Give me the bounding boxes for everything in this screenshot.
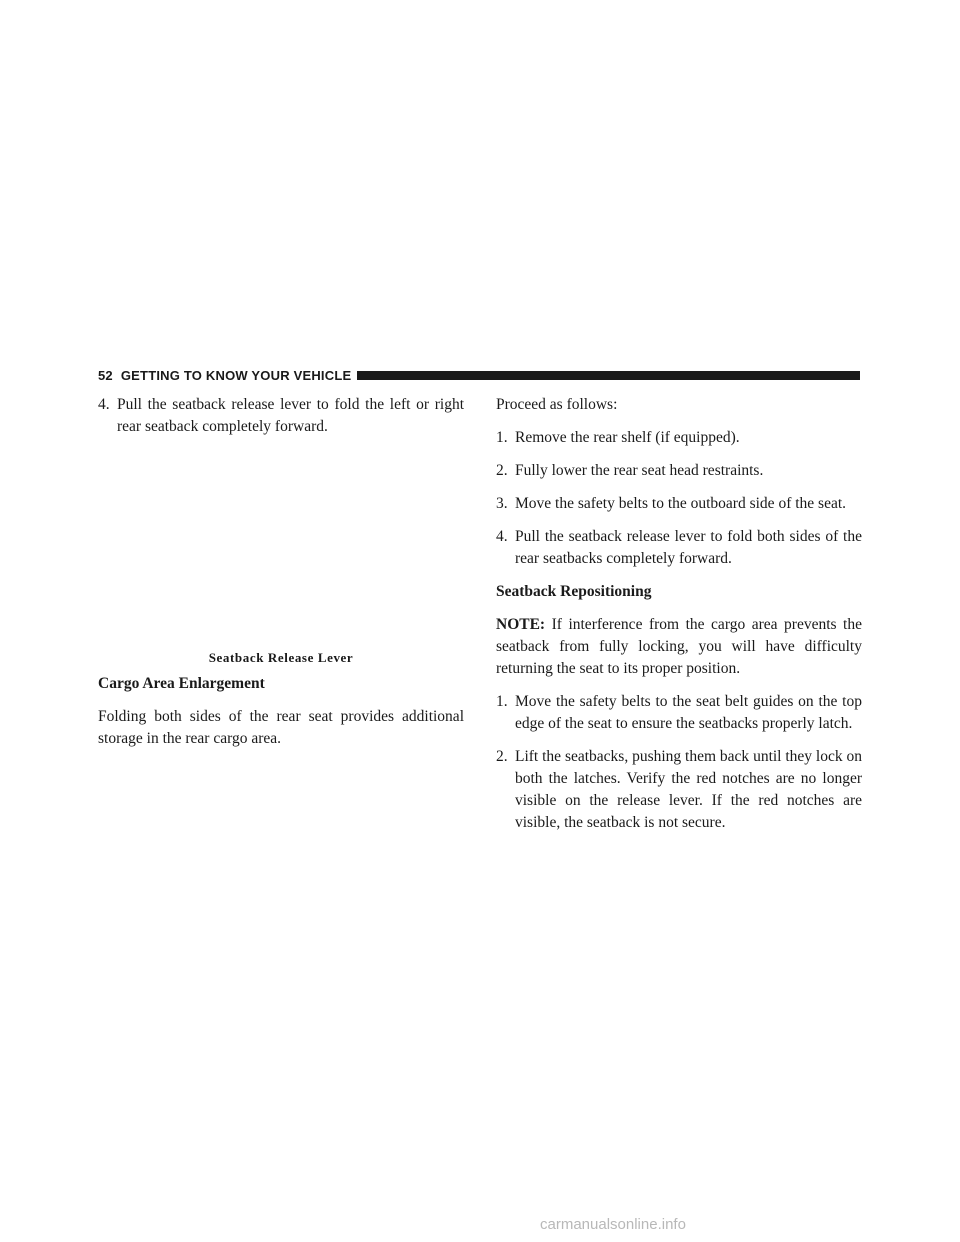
step-number: 3. (496, 495, 508, 512)
page-header (98, 366, 860, 384)
step-number: 2. (496, 462, 508, 479)
header-rule (357, 371, 860, 380)
right-step-1 (496, 427, 862, 449)
page-number: 52 (98, 367, 113, 383)
footer-watermark[interactable]: carmanualsonline.info (540, 1216, 686, 1233)
right-column (496, 394, 862, 845)
step-text: Move the safety belts to the seat belt guides on the top edge of the seat to ensure the seatbacks properly latch. (515, 693, 862, 732)
note-paragraph (496, 614, 862, 680)
step-text: Fully lower the rear seat head restraints. (515, 462, 764, 479)
intro-text: Proceed as follows: (496, 396, 618, 413)
step-text: Remove the rear shelf (if equipped). (515, 429, 740, 446)
step-text: Pull the seatback release lever to fold both sides of the rear seatbacks completely forward. (515, 528, 862, 567)
repositioning-heading: Seatback Repositioning (496, 583, 652, 600)
left-column (98, 394, 464, 761)
step-number: 1. (496, 693, 508, 710)
right-step-2 (496, 460, 862, 482)
cargo-heading: Cargo Area Enlargement (98, 675, 265, 692)
step-number: 4. (98, 396, 110, 413)
step-text: Move the safety belts to the outboard side of the seat. (515, 495, 847, 512)
cargo-paragraph: Folding both sides of the rear seat provides additional storage in the rear cargo area. (98, 708, 464, 747)
reposition-step-1 (496, 691, 862, 735)
step-number: 2. (496, 748, 508, 765)
step-number: 1. (496, 429, 508, 446)
reposition-step-2 (496, 746, 862, 834)
step-text: Pull the seatback release lever to fold the left or right rear seatback completely forward. (117, 396, 464, 435)
note-text: If interference from the cargo area prevents the seatback from fully locking, you will have difficulty returning the seat to its proper position. (496, 616, 862, 677)
step-text: Lift the seatbacks, pushing them back until they lock on both the latches. Verify the red notches are no longer visible on the release lever. If the red notches are visible, the seatback is not secure. (515, 748, 862, 831)
seatback-lever-figure (98, 449, 464, 649)
left-step-4 (98, 394, 464, 438)
right-step-4 (496, 526, 862, 570)
figure-caption: Seatback Release Lever (208, 650, 354, 665)
note-label: NOTE: (496, 616, 546, 633)
step-number: 4. (496, 528, 508, 545)
section-title: GETTING TO KNOW YOUR VEHICLE (120, 367, 352, 383)
right-step-3 (496, 493, 862, 515)
